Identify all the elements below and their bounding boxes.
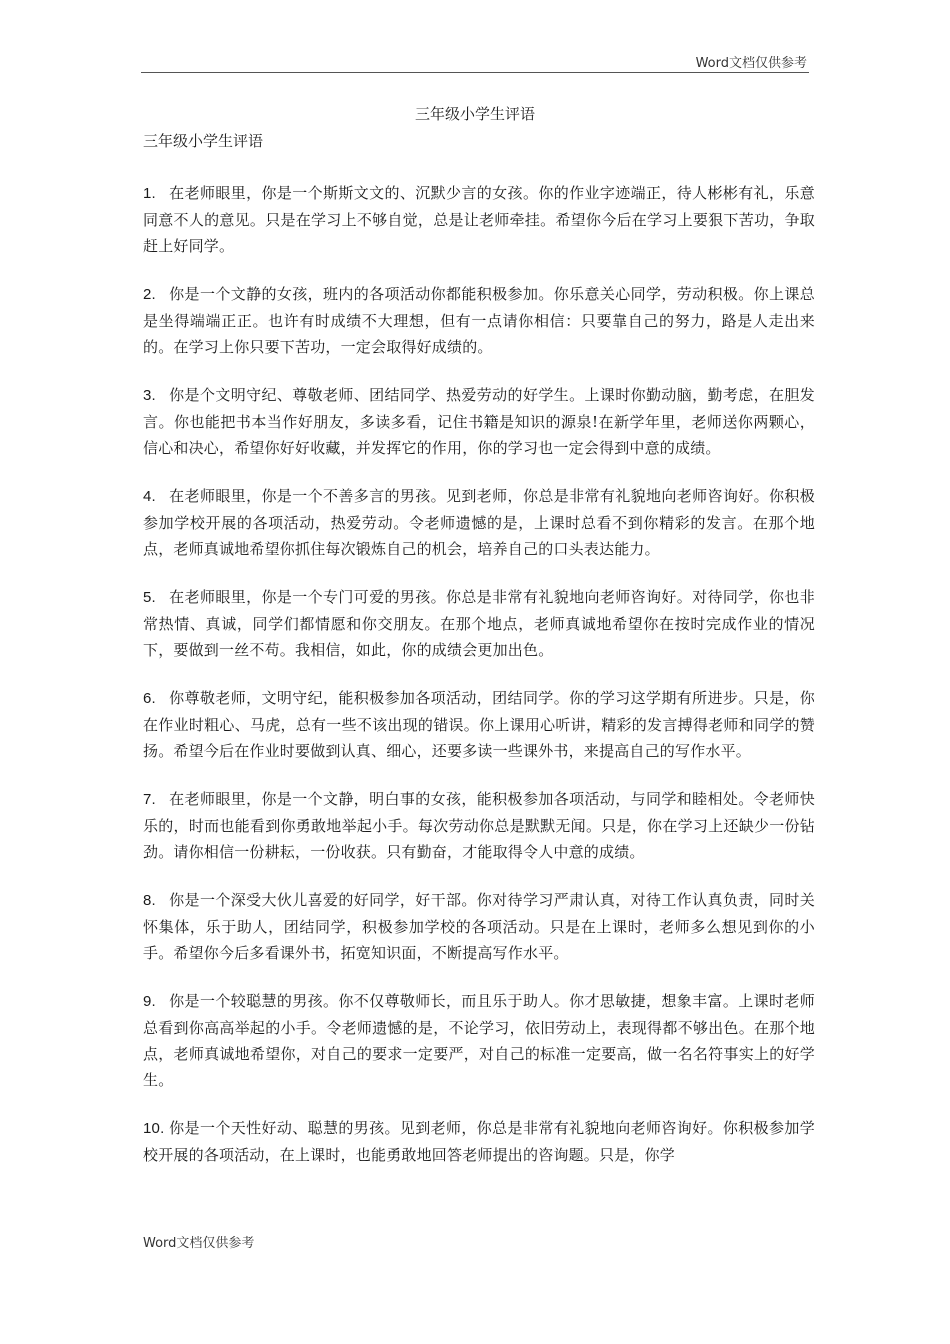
header-divider bbox=[141, 72, 809, 73]
comment-item bbox=[143, 281, 815, 360]
comment-item bbox=[143, 180, 815, 259]
comment-item bbox=[143, 483, 815, 562]
item-number: 9. bbox=[143, 993, 156, 1010]
document-title: 三年级小学生评语 bbox=[414, 105, 535, 123]
item-text: 你是一个较聪慧的男孩。你不仅尊敬师长，而且乐于助人。你才思敏捷，想象丰富。上课时老师总看到你高高举起的小手。令老师遗憾的是，不论学习，依旧劳动上，表现得都不够出色。在那个地点，老师真诚地希望你，对自己的要求一定要严，对自己的标准一定要高，做一名名符事实上的好学生。 bbox=[143, 992, 815, 1089]
item-number: 3. bbox=[143, 387, 156, 404]
comment-item bbox=[143, 584, 815, 663]
item-text: 在老师眼里，你是一个斯斯文文的、沉默少言的女孩。你的作业字迹端正，待人彬彬有礼，乐意同意不人的意见。只是在学习上不够自觉，总是让老师牵挂。希望你今后在学习上要狠下苦功，争取赶上好同学。 bbox=[143, 184, 815, 255]
item-text: 你是一个天性好动、聪慧的男孩。见到老师，你总是非常有礼貌地向老师咨询好。你积极参加学校开展的各项活动，在上课时，也能勇敢地回答老师提出的咨询题。只是，你学 bbox=[143, 1119, 815, 1164]
item-number: 4. bbox=[143, 488, 156, 505]
item-text: 你是一个深受大伙儿喜爱的好同学，好干部。你对待学习严肃认真，对待工作认真负责，同时关怀集体，乐于助人，团结同学，积极参加学校的各项活动。只是在上课时，老师多么想见到你的小手。希望你今后多看课外书，拓宽知识面，不断提高写作水平。 bbox=[143, 891, 815, 962]
item-number: 5. bbox=[143, 589, 156, 606]
page-footer: Word文档仅供参考 bbox=[143, 1236, 255, 1251]
item-text: 在老师眼里，你是一个专门可爱的男孩。你总是非常有礼貌地向老师咨询好。对待同学，你也非常热情、真诚，同学们都情愿和你交朋友。在那个地点，老师真诚地希望你在按时完成作业的情况下，要做到一丝不苟。我相信，如此，你的成绩会更加出色。 bbox=[143, 588, 815, 659]
item-number: 7. bbox=[143, 791, 156, 808]
item-number: 6. bbox=[143, 690, 156, 707]
comment-item bbox=[143, 786, 815, 865]
document-body bbox=[143, 128, 815, 1190]
item-text: 你是个文明守纪、尊敬老师、团结同学、热爱劳动的好学生。上课时你勤动脑，勤考虑，在胆发言。你也能把书本当作好朋友，多读多看，记住书籍是知识的源泉!在新学年里，老师送你两颗心，信心和决心，希望你好好收藏，并发挥它的作用，你的学习也一定会得到中意的成绩。 bbox=[143, 386, 815, 457]
document-subtitle: 三年级小学生评语 bbox=[143, 132, 264, 150]
item-text: 你尊敬老师，文明守纪，能积极参加各项活动，团结同学。你的学习这学期有所进步。只是，你在作业时粗心、马虎，总有一些不该出现的错误。你上课用心听讲，精彩的发言搏得老师和同学的赞扬。希望今后在作业时要做到认真、细心，还要多读一些课外书，来提高自己的写作水平。 bbox=[143, 689, 815, 760]
item-text: 在老师眼里，你是一个文静，明白事的女孩，能积极参加各项活动，与同学和睦相处。令老师快乐的，时而也能看到你勇敢地举起小手。每次劳动你总是默默无闻。只是，你在学习上还缺少一份钻劲。请你相信一份耕耘，一份收获。只有勤奋，才能取得令人中意的成绩。 bbox=[143, 790, 815, 861]
item-number: 8. bbox=[143, 892, 156, 909]
item-number: 10. bbox=[143, 1120, 165, 1137]
comment-item bbox=[143, 988, 815, 1093]
item-number: 1. bbox=[143, 185, 156, 202]
page-header: Word文档仅供参考 bbox=[695, 56, 807, 71]
comment-item bbox=[143, 887, 815, 966]
comment-item bbox=[143, 1115, 815, 1168]
comment-item bbox=[143, 685, 815, 764]
item-text: 在老师眼里，你是一个不善多言的男孩。见到老师，你总是非常有礼貌地向老师咨询好。你积极参加学校开展的各项活动，热爱劳动。令老师遗憾的是，上课时总看不到你精彩的发言。在那个地点，老师真诚地希望你抓住每次锻炼自己的机会，培养自己的口头表达能力。 bbox=[143, 487, 815, 558]
comment-item bbox=[143, 382, 815, 461]
item-text: 你是一个文静的女孩，班内的各项活动你都能积极参加。你乐意关心同学，劳动积极。你上课总是坐得端端正正。也许有时成绩不大理想，但有一点请你相信：只要靠自己的努力，路是人走出来的。在学习上你只要下苦功，一定会取得好成绩的。 bbox=[143, 285, 815, 356]
item-number: 2. bbox=[143, 286, 156, 303]
